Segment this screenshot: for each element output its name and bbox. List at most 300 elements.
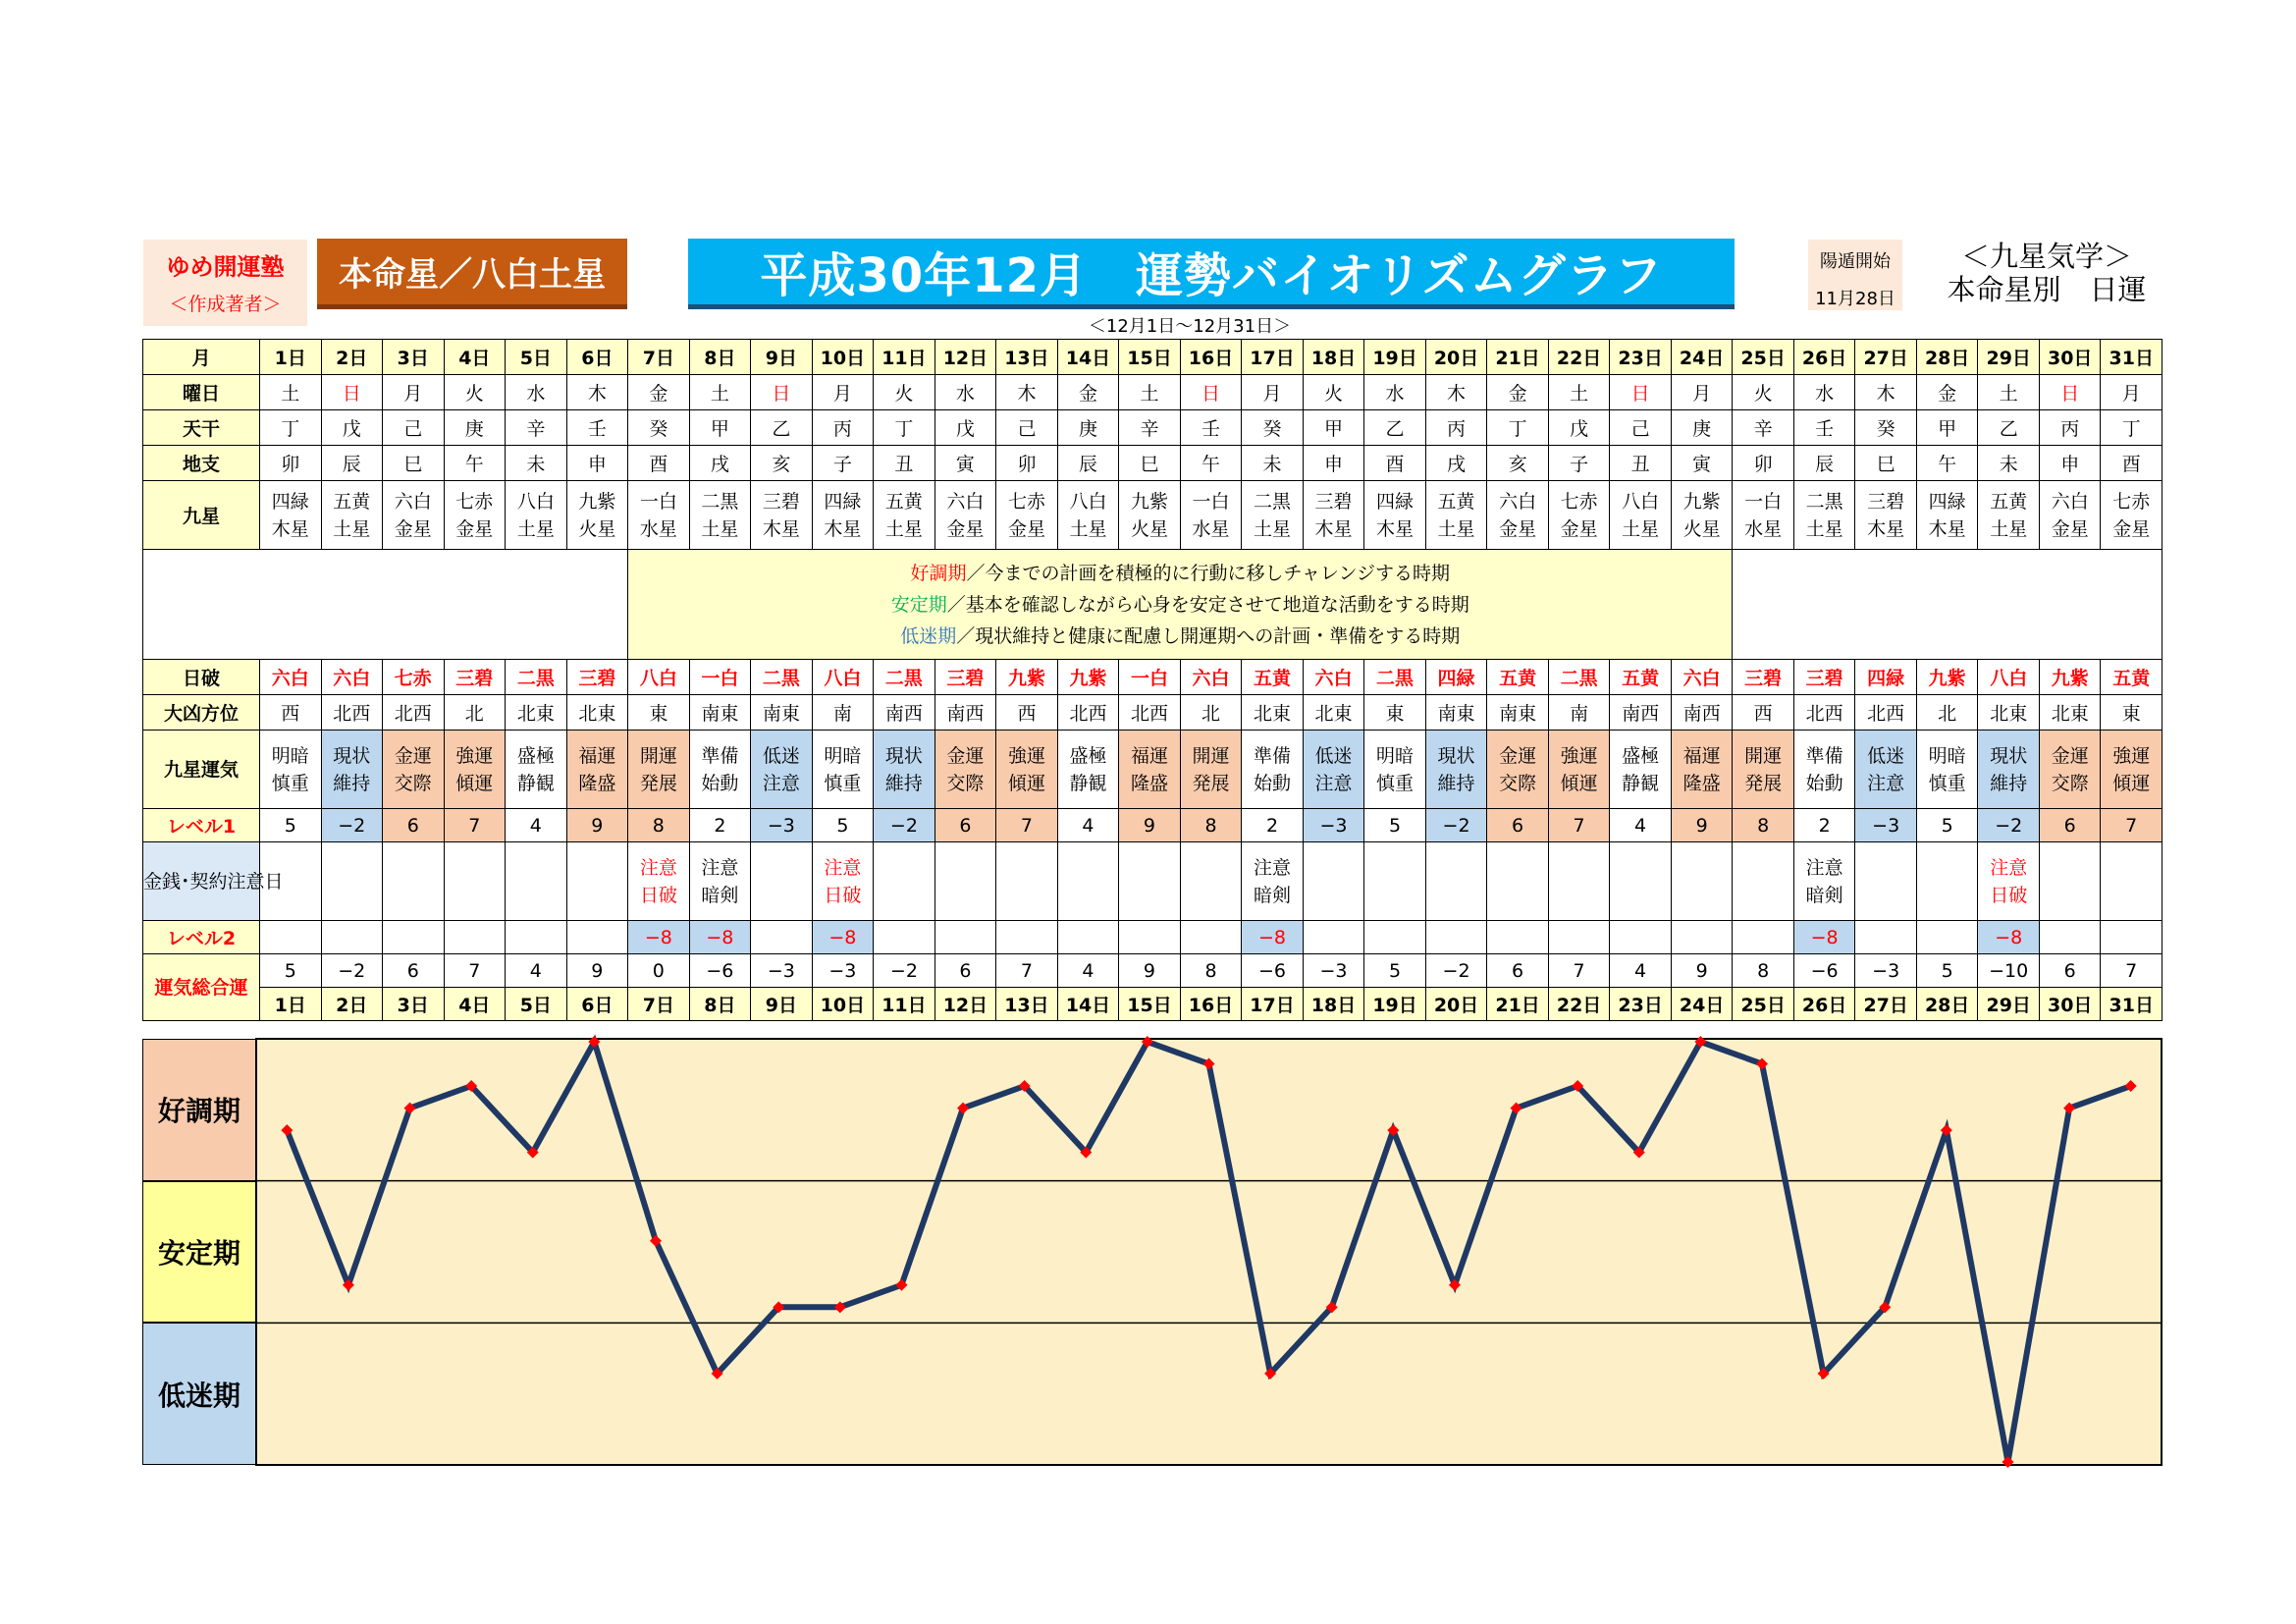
- kyusei-cell: [1242, 481, 1304, 550]
- money-cell: [1978, 842, 2040, 921]
- row-legend: [143, 550, 2163, 660]
- row-money: [143, 842, 2163, 921]
- period-label: ＜12月1日～12月31日＞: [1088, 316, 1292, 337]
- day-header: 19日: [1364, 340, 1426, 375]
- day-header: 14日: [1057, 340, 1119, 375]
- school-box: [143, 240, 307, 326]
- tenkan-cell: 丙: [2039, 410, 2101, 446]
- unki-cell-bottom: 静観: [516, 772, 555, 794]
- money-cell: [689, 842, 751, 921]
- kyusei-cell-top: 六白: [946, 490, 985, 513]
- day-header: 24日: [1671, 340, 1733, 375]
- nippa-cell: 七赤: [383, 660, 445, 695]
- money-cell-top: 注意: [1990, 856, 2028, 879]
- tenkan-cell: 己: [1610, 410, 1672, 446]
- chishi-cell: 酉: [628, 446, 690, 481]
- row-kyusei: [143, 481, 2163, 550]
- kyusei-cell-top: 四緑: [271, 490, 309, 513]
- unki-cell-top: 金運: [946, 744, 985, 767]
- kyusei-cell-bottom: 火星: [1682, 517, 1721, 540]
- day-header: 8日: [689, 340, 751, 375]
- fortune-table: [142, 339, 2163, 1021]
- day-footer: 10日: [812, 988, 874, 1021]
- kyusei-cell-bottom: 木星: [1376, 517, 1415, 540]
- weekday-cell: 土: [1548, 375, 1610, 410]
- kyusei-cell: [934, 481, 996, 550]
- unki-cell-bottom: 注意: [1867, 772, 1905, 794]
- level2-cell: [2039, 921, 2101, 954]
- unki-cell-bottom: 始動: [701, 772, 739, 794]
- chishi-cell: 申: [2039, 446, 2101, 481]
- unki-cell-top: 金運: [394, 744, 432, 767]
- unki-cell: [1057, 731, 1119, 809]
- chishi-cell: 丑: [874, 446, 935, 481]
- unki-cell-bottom: 維持: [884, 772, 923, 794]
- daikyo-cell: 北西: [321, 695, 383, 731]
- kyusei-cell-top: 二黒: [701, 490, 739, 513]
- nippa-cell: 三碧: [566, 660, 628, 695]
- unki-cell: [751, 731, 813, 809]
- label-tenkan: 天干: [143, 410, 260, 446]
- kyusei-cell: [2101, 481, 2163, 550]
- money-cell: [1671, 842, 1733, 921]
- tenkan-cell: 甲: [1303, 410, 1364, 446]
- chishi-cell: 未: [1242, 446, 1304, 481]
- daikyo-cell: 南西: [1671, 695, 1733, 731]
- money-cell-bottom: 暗剣: [1254, 884, 1292, 906]
- daikyo-cell: 南東: [1425, 695, 1487, 731]
- total-cell: 4: [1057, 954, 1119, 988]
- level1-cell: 8: [1180, 809, 1242, 842]
- biorhythm-chart: [142, 1039, 2162, 1465]
- nippa-cell: 四緑: [1855, 660, 1917, 695]
- money-cell-top: 注意: [1254, 856, 1292, 879]
- daikyo-cell: 北西: [383, 695, 445, 731]
- unki-cell-bottom: 維持: [1990, 772, 2028, 794]
- unki-cell: [1487, 731, 1549, 809]
- kyusei-cell: [628, 481, 690, 550]
- money-cell: [934, 842, 996, 921]
- unki-cell-bottom: 注意: [1314, 772, 1353, 794]
- total-cell: 5: [260, 954, 322, 988]
- kyusei-cell-bottom: 火星: [1130, 517, 1168, 540]
- unki-cell-top: 現状: [884, 744, 923, 767]
- unki-cell: [260, 731, 322, 809]
- day-header: 22日: [1548, 340, 1610, 375]
- day-footer: 17日: [1242, 988, 1304, 1021]
- money-cell: [1487, 842, 1549, 921]
- unki-cell: [1180, 731, 1242, 809]
- chishi-cell: 卯: [1733, 446, 1794, 481]
- money-cell: [1793, 842, 1855, 921]
- level2-cell: [321, 921, 383, 954]
- daikyo-cell: 北東: [506, 695, 567, 731]
- daikyo-cell: 西: [1733, 695, 1794, 731]
- tenkan-cell: 甲: [689, 410, 751, 446]
- unki-cell-bottom: 交際: [1499, 772, 1537, 794]
- kyusei-cell-bottom: 土星: [1990, 517, 2028, 540]
- weekday-cell: 火: [874, 375, 935, 410]
- day-footer: 24日: [1671, 988, 1733, 1021]
- money-cell: [444, 842, 506, 921]
- kyusei-cell-bottom: 土星: [1805, 517, 1843, 540]
- kyusei-cell-top: 八白: [516, 490, 555, 513]
- money-cell: [2039, 842, 2101, 921]
- total-cell: −6: [1242, 954, 1304, 988]
- unki-cell: [2039, 731, 2101, 809]
- zone-label-low: 低迷期: [142, 1323, 256, 1465]
- level1-cell: 9: [1119, 809, 1181, 842]
- day-header: 5日: [506, 340, 567, 375]
- kyusei-cell: [383, 481, 445, 550]
- day-footer: 27日: [1855, 988, 1917, 1021]
- tenkan-cell: 丁: [1487, 410, 1549, 446]
- unki-cell-bottom: 発展: [1744, 772, 1783, 794]
- daikyo-cell: 南西: [874, 695, 935, 731]
- level1-cell: 7: [996, 809, 1058, 842]
- daikyo-cell: 北東: [566, 695, 628, 731]
- day-footer: 30日: [2039, 988, 2101, 1021]
- level2-cell: [566, 921, 628, 954]
- tenkan-cell: 辛: [1119, 410, 1181, 446]
- zone-label-stable: 安定期: [142, 1181, 256, 1324]
- kyusei-cell-bottom: 金星: [394, 517, 432, 540]
- day-header: 23日: [1610, 340, 1672, 375]
- day-header: 11日: [874, 340, 935, 375]
- level2-cell: [1425, 921, 1487, 954]
- total-cell: 8: [1733, 954, 1794, 988]
- total-cell: −6: [1793, 954, 1855, 988]
- legend-text-good: ／今までの計画を積極的に行動に移しチャレンジする時期: [966, 562, 1450, 584]
- weekday-cell: 月: [2101, 375, 2163, 410]
- unki-cell: [874, 731, 935, 809]
- nippa-cell: 四緑: [1425, 660, 1487, 695]
- chishi-cell: 卯: [996, 446, 1058, 481]
- day-footer: 7日: [628, 988, 690, 1021]
- unki-cell-top: 現状: [333, 744, 371, 767]
- kyusei-cell: [1364, 481, 1426, 550]
- daikyo-cell: 南東: [1487, 695, 1549, 731]
- kyusei-cell-top: 九紫: [1682, 490, 1721, 513]
- day-footer: 11日: [874, 988, 935, 1021]
- level2-cell: [1303, 921, 1364, 954]
- kyusei-cell-top: 二黒: [1805, 490, 1843, 513]
- weekday-cell: 月: [1242, 375, 1304, 410]
- unki-cell: [689, 731, 751, 809]
- total-cell: −6: [689, 954, 751, 988]
- day-footer: 18日: [1303, 988, 1364, 1021]
- weekday-cell: 月: [383, 375, 445, 410]
- kyusei-cell: [260, 481, 322, 550]
- kyusei-cell: [874, 481, 935, 550]
- label-total: 運気総合運: [143, 954, 260, 1021]
- row-unki: [143, 731, 2163, 809]
- weekday-cell: 金: [1057, 375, 1119, 410]
- day-header: 1日: [260, 340, 322, 375]
- tenkan-cell: 乙: [1978, 410, 2040, 446]
- tenkan-cell: 己: [383, 410, 445, 446]
- kyusei-cell: [321, 481, 383, 550]
- kyusei-cell-bottom: 金星: [1499, 517, 1537, 540]
- unki-cell-top: 低迷: [1867, 744, 1905, 767]
- kyusei-cell-bottom: 金星: [1007, 517, 1045, 540]
- day-header: 6日: [566, 340, 628, 375]
- weekday-cell: 日: [2039, 375, 2101, 410]
- unki-cell-top: 明暗: [824, 744, 862, 767]
- nippa-cell: 五黄: [1242, 660, 1304, 695]
- total-cell: 4: [506, 954, 567, 988]
- weekday-cell: 日: [321, 375, 383, 410]
- nippa-cell: 三碧: [444, 660, 506, 695]
- level1-cell: −3: [751, 809, 813, 842]
- kyusei-cell-top: 六白: [2051, 490, 2089, 513]
- weekday-cell: 月: [1671, 375, 1733, 410]
- label-level1: レベル1: [143, 809, 260, 842]
- chishi-cell: 丑: [1610, 446, 1672, 481]
- day-header: 29日: [1978, 340, 2040, 375]
- unki-cell-top: 明暗: [1376, 744, 1415, 767]
- kyusei-cell-top: 三碧: [1314, 490, 1353, 513]
- row-daikyo: [143, 695, 2163, 731]
- total-cell: 6: [383, 954, 445, 988]
- legend-blank-right: [1733, 550, 2163, 660]
- unki-cell: [1916, 731, 1978, 809]
- kyusei-cell-bottom: 土星: [1622, 517, 1660, 540]
- kyusei-cell-top: 四緑: [1928, 490, 1966, 513]
- weekday-cell: 木: [996, 375, 1058, 410]
- chishi-cell: 酉: [1364, 446, 1426, 481]
- money-cell: [321, 842, 383, 921]
- unki-cell: [812, 731, 874, 809]
- row-days-bottom: [143, 988, 2163, 1021]
- unki-cell: [628, 731, 690, 809]
- day-header: 21日: [1487, 340, 1549, 375]
- tenkan-cell: 丁: [874, 410, 935, 446]
- day-header: 27日: [1855, 340, 1917, 375]
- unki-cell: [1793, 731, 1855, 809]
- level1-cell: 7: [1548, 809, 1610, 842]
- total-cell: 0: [628, 954, 690, 988]
- kyusei-cell-bottom: 木星: [1928, 517, 1966, 540]
- row-nippa: [143, 660, 2163, 695]
- level1-cell: 8: [628, 809, 690, 842]
- kyusei-cell-bottom: 水星: [1192, 517, 1230, 540]
- kyusei-cell-bottom: 土星: [1254, 517, 1292, 540]
- chishi-cell: 申: [566, 446, 628, 481]
- legend-line-low: [628, 621, 1732, 652]
- level2-cell: [383, 921, 445, 954]
- weekday-cell: 火: [1303, 375, 1364, 410]
- level2-cell: [1671, 921, 1733, 954]
- total-cell: −3: [751, 954, 813, 988]
- kyusei-cell-bottom: 金星: [2112, 517, 2151, 540]
- total-cell: 6: [934, 954, 996, 988]
- level2-cell: [1364, 921, 1426, 954]
- row-level2: [143, 921, 2163, 954]
- kyusei-cell-top: 四緑: [1376, 490, 1415, 513]
- kyusei-cell: [566, 481, 628, 550]
- kyusei-cell-top: 七赤: [2112, 490, 2151, 513]
- kyusei-cell: [1610, 481, 1672, 550]
- unki-cell: [321, 731, 383, 809]
- level2-cell: [1180, 921, 1242, 954]
- unki-cell: [1610, 731, 1672, 809]
- money-cell: [628, 842, 690, 921]
- tenkan-cell: 乙: [1364, 410, 1426, 446]
- daikyo-cell: 南: [1548, 695, 1610, 731]
- level1-cell: 5: [812, 809, 874, 842]
- daikyo-cell: 南: [812, 695, 874, 731]
- weekday-cell: 木: [1855, 375, 1917, 410]
- money-cell-bottom: 日破: [824, 884, 862, 906]
- weekday-cell: 土: [689, 375, 751, 410]
- level1-cell: 4: [1057, 809, 1119, 842]
- level2-cell: −8: [628, 921, 690, 954]
- kyusei-cell-bottom: 土星: [884, 517, 923, 540]
- level2-cell: [1548, 921, 1610, 954]
- day-header: 16日: [1180, 340, 1242, 375]
- nippa-cell: 一白: [1119, 660, 1181, 695]
- level1-cell: 5: [1916, 809, 1978, 842]
- unki-cell-bottom: 始動: [1805, 772, 1843, 794]
- weekday-cell: 土: [1978, 375, 2040, 410]
- total-cell: 9: [566, 954, 628, 988]
- kyusei-cell: [996, 481, 1058, 550]
- level1-cell: 4: [506, 809, 567, 842]
- kyusei-cell-top: 七赤: [1007, 490, 1045, 513]
- money-cell: [1364, 842, 1426, 921]
- nippa-cell: 三碧: [1793, 660, 1855, 695]
- unki-cell-top: 低迷: [762, 744, 800, 767]
- label-weekday: 曜日: [143, 375, 260, 410]
- kyusei-cell: [1180, 481, 1242, 550]
- chishi-cell: 亥: [1487, 446, 1549, 481]
- kyusei-cell-top: 七赤: [455, 490, 494, 513]
- level1-cell: 7: [444, 809, 506, 842]
- money-cell: [874, 842, 935, 921]
- daikyo-cell: 北西: [1855, 695, 1917, 731]
- weekday-cell: 月: [812, 375, 874, 410]
- label-nippa: 日破: [143, 660, 260, 695]
- level1-cell: −2: [874, 809, 935, 842]
- kyusei-cell: [506, 481, 567, 550]
- total-cell: 5: [1916, 954, 1978, 988]
- kyusei-cell-bottom: 木星: [762, 517, 800, 540]
- unki-cell-top: 準備: [701, 744, 739, 767]
- label-month: 月: [143, 340, 260, 375]
- weekday-cell: 水: [1793, 375, 1855, 410]
- kyusei-cell: [2039, 481, 2101, 550]
- chishi-cell: 酉: [2101, 446, 2163, 481]
- chishi-cell: 子: [1548, 446, 1610, 481]
- nippa-cell: 二黒: [1548, 660, 1610, 695]
- tenkan-cell: 辛: [506, 410, 567, 446]
- level1-cell: 9: [566, 809, 628, 842]
- kyusei-cell: [444, 481, 506, 550]
- total-cell: 4: [1610, 954, 1672, 988]
- kyusei-cell: [1855, 481, 1917, 550]
- unki-cell-top: 福運: [578, 744, 616, 767]
- money-cell-bottom: 暗剣: [1805, 884, 1843, 906]
- level1-cell: 5: [1364, 809, 1426, 842]
- kyusei-cell-top: 一白: [1192, 490, 1230, 513]
- unki-cell: [566, 731, 628, 809]
- kyusei-cell-top: 九紫: [578, 490, 616, 513]
- unki-cell-bottom: 交際: [394, 772, 432, 794]
- kyusei-cell-bottom: 水星: [1744, 517, 1783, 540]
- level2-cell: [996, 921, 1058, 954]
- daikyo-cell: 北西: [1119, 695, 1181, 731]
- total-cell: 7: [444, 954, 506, 988]
- kyusei-cell: [1793, 481, 1855, 550]
- money-cell: [2101, 842, 2163, 921]
- unki-cell-top: 強運: [2112, 744, 2151, 767]
- row-total: [143, 954, 2163, 988]
- kyusei-cell: [1548, 481, 1610, 550]
- kyusei-cell-bottom: 木星: [271, 517, 309, 540]
- unki-cell: [1733, 731, 1794, 809]
- tenkan-cell: 戊: [321, 410, 383, 446]
- chishi-cell: 辰: [321, 446, 383, 481]
- money-cell-top: 注意: [824, 856, 862, 879]
- kyusei-cell-bottom: 木星: [1314, 517, 1353, 540]
- tenkan-cell: 戊: [1548, 410, 1610, 446]
- tenkan-cell: 丁: [260, 410, 322, 446]
- weekday-cell: 水: [934, 375, 996, 410]
- weekday-cell: 木: [1425, 375, 1487, 410]
- weekday-cell: 水: [506, 375, 567, 410]
- nippa-cell: 五黄: [2101, 660, 2163, 695]
- day-header: 7日: [628, 340, 690, 375]
- tenkan-cell: 癸: [1242, 410, 1304, 446]
- unki-cell: [1855, 731, 1917, 809]
- total-cell: 7: [2101, 954, 2163, 988]
- nippa-cell: 九紫: [996, 660, 1058, 695]
- kyusei-cell-bottom: 金星: [1560, 517, 1598, 540]
- day-header: 9日: [751, 340, 813, 375]
- day-footer: 9日: [751, 988, 813, 1021]
- level1-cell: 6: [383, 809, 445, 842]
- kyusei-cell: [1733, 481, 1794, 550]
- unki-cell: [1303, 731, 1364, 809]
- level2-cell: [1855, 921, 1917, 954]
- unki-cell-bottom: 慎重: [1376, 772, 1415, 794]
- kyusei-cell-bottom: 金星: [2051, 517, 2089, 540]
- kyusei-cell: [689, 481, 751, 550]
- nippa-cell: 八白: [628, 660, 690, 695]
- day-header: 15日: [1119, 340, 1181, 375]
- level1-cell: −2: [1978, 809, 2040, 842]
- day-header: 20日: [1425, 340, 1487, 375]
- level2-cell: −8: [1793, 921, 1855, 954]
- day-header: 17日: [1242, 340, 1304, 375]
- unki-cell-top: 金運: [2051, 744, 2089, 767]
- money-cell: [1733, 842, 1794, 921]
- unki-cell-top: 金運: [1499, 744, 1537, 767]
- chishi-cell: 午: [444, 446, 506, 481]
- kyusei-cell-bottom: 土星: [333, 517, 371, 540]
- total-cell: −3: [1855, 954, 1917, 988]
- daikyo-cell: 北: [444, 695, 506, 731]
- legend-line-stable: [628, 589, 1732, 621]
- total-cell: −10: [1978, 954, 2040, 988]
- level2-cell: [444, 921, 506, 954]
- kyusei-cell-bottom: 金星: [455, 517, 494, 540]
- total-cell: 5: [1364, 954, 1426, 988]
- unki-cell-bottom: 隆盛: [578, 772, 616, 794]
- weekday-cell: 日: [1180, 375, 1242, 410]
- daikyo-cell: 北東: [1242, 695, 1304, 731]
